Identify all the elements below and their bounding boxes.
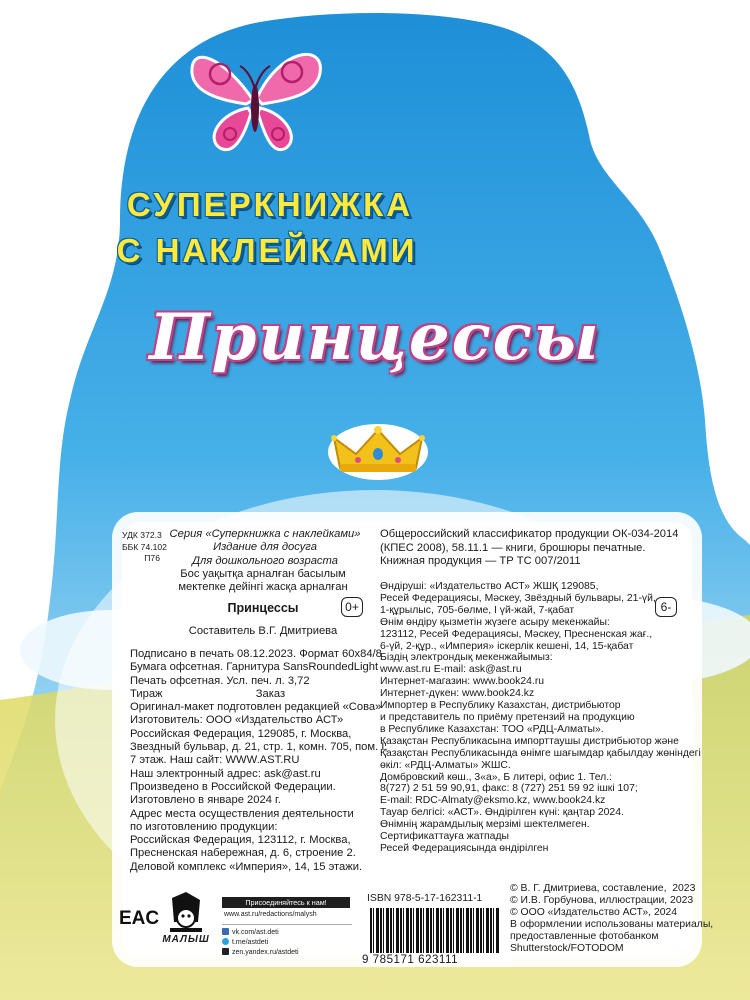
age-rating-badge: 0+: [341, 597, 363, 617]
compiler: Составитель В.Г. Дмитриева: [188, 625, 338, 637]
zen-link-label: zen.yandex.ru/astdeti: [232, 949, 299, 956]
vk-link-label: vk.com/ast.deti: [232, 929, 279, 936]
redactions-link[interactable]: www.ast.ru/redactions/malysh: [224, 911, 317, 918]
crown-icon: [326, 418, 430, 482]
join-us-banner: Присоединяйтесь к нам!: [222, 897, 350, 908]
bbk-code: ББК 74.102: [122, 541, 167, 552]
isbn: ISBN 978-5-17-162311-1: [367, 893, 483, 904]
kz-age-badge: 6-: [655, 597, 677, 617]
publisher-logo-text: МАЛЫШ: [162, 934, 210, 945]
kz-edition-line1: Бос уақытқа арналған басылым: [180, 568, 346, 580]
udc-code: УДК 372.3: [122, 530, 162, 540]
edition-type: Издание для досуга: [213, 541, 317, 553]
eac-mark-icon: [118, 904, 160, 929]
telegram-icon: [222, 938, 229, 945]
series-name: Серия «Суперкнижка с наклейками»: [169, 528, 361, 540]
social-links: [222, 928, 352, 958]
kz-edition-line2: мектепке дейінгі жасқа арналған: [178, 581, 348, 593]
classification-codes: [122, 530, 167, 565]
vk-link[interactable]: [222, 928, 352, 938]
copyright: © В. Г. Дмитриева, составление, 2023 © И.В. Горбунова, иллюстрации, 2023 © ООО «Издательство АСТ», 2024 В оформлении использованы материалы, предоставленные фотобанком Shutterstock/FOTODOM: [510, 883, 714, 955]
eac-mark-text: EAC: [119, 908, 160, 929]
telegram-link[interactable]: [222, 938, 352, 948]
telegram-link-label: t.me/astdeti: [232, 939, 269, 946]
series-title-line2: С НАКЛЕЙКАМИ: [116, 232, 418, 269]
zen-link[interactable]: [222, 948, 352, 958]
print-details: Подписано в печать 08.12.2023. Формат 60х84/8 Бумага офсетная. Гарнитура SansRoundedLight Печать офсетная. Усл. печ. л. 3,72 Тираж Заказ Оригинал-макет подготовлен редакцией «Сова» Изготовитель: ООО «Издательство АСТ» Российская Федерация, 129085, г. Москва, Звездный бульвар, д. 21, стр. 1, комн. 705, пом. I, 7 этаж. Наш сайт: WWW.AST.RU Наш электронный адрес: ask@ast.ru Произведено в Российской Федерации. Изготовлено в январе 2024 г. Адрес места осуществления деятельности по изготовлению продукции: Российская Федерация, 123112, г. Москва, Пресненская набережная, д. 6, строение 2. Деловой комплекс «Империя», 14, 15 этажи.: [130, 648, 388, 873]
zen-icon: [222, 948, 229, 955]
author-code: П76: [144, 553, 160, 563]
product-classifier: Общероссийский классификатор продукции ОК-034-2014 (КПЕС 2008), 58.11.1 — книги, брошюры печатные. Книжная продукция — ТР ТС 007/2011: [380, 528, 679, 567]
imprint-book-title: Принцессы: [227, 601, 299, 615]
book-title: Принцессы: [149, 300, 601, 375]
butterfly-icon: [180, 38, 330, 158]
kz-manufacturer-info: Өндіруші: «Издательство АСТ» ЖШҚ 129085, Ресей Федерациясы, Мәскеу, Звёздный бульвары, 21-үй, 1-құрылыс, 705-бөлме, І үй-жай, 7-қабат Өнім өндіру қызметін жүзеге асыру мекенжайы: 123112, Ресей Федерациясы, Мәскеу, Пресненская жағ., 6-үй, 2-құр., «Империя» іскерлік кешені, 14, 15-қабат Біздің электрондық мекенжайымыз: www.ast.ru E-mail: ask@ast.ru Интернет-магазин: www.book24.ru Интернет-дүкен: www.book24.kz Импортер в Республику Казахстан, дистрибьютор и представитель по приёму претензий на продукцию в Республике Казахстан: ТОО «РДЦ-Алматы». Қазақстан Республикасына импорттаушы дистрибьютор және Қазақстан Республикасында өнімге шағымдар қабылдау жөніндегі өкіл: «РДЦ-Алматы» ЖШС. Домбровский көш., 3«а», Б литері, офис 1. Тел.: 8(727) 2 51 59 90,91, факс: 8 (727) 251 59 92 ішкі 107; E-mail: RDC-Almaty@eksmo.kz, www.book24.kz Тауар белгісі: «АСТ». Өндірілген күні: қаңтар 2024. Өнімнің жарамдылық мерзімі шектелмеген. Сертификаттауға жатпады Ресей Федерациясында өндірілген: [380, 581, 701, 854]
audience: Для дошкольного возраста: [192, 555, 338, 567]
links-divider: [222, 924, 352, 925]
barcode-digits: 9 785171 623111: [362, 953, 512, 966]
vk-icon: [222, 928, 229, 935]
barcode-icon: [370, 908, 500, 954]
series-title-line1: СУПЕРКНИЖКА: [126, 186, 414, 223]
